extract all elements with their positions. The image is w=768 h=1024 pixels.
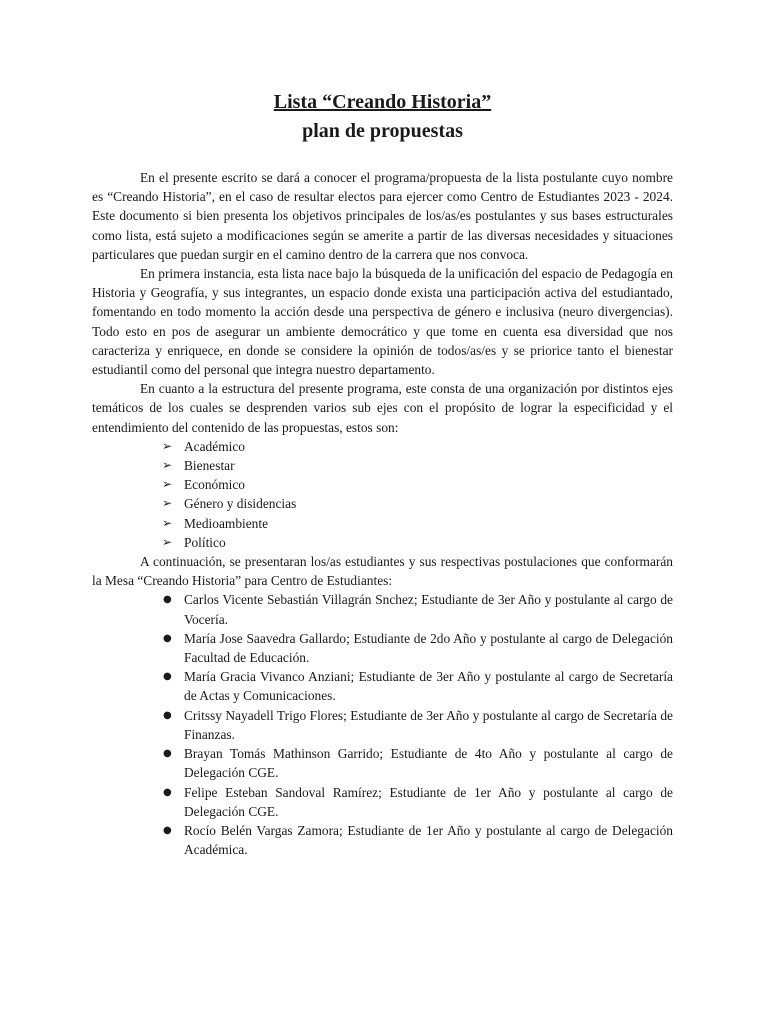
list-item <box>162 475 673 494</box>
candidate-text: Carlos Vicente Sebastián Villagrán Snchez; Estudiante de 3er Año y postulante al cargo de Vocería. <box>184 592 673 627</box>
arrow-bullet-icon: ➢ <box>162 534 173 549</box>
axes-list <box>92 437 673 552</box>
candidate-text: Rocío Belén Vargas Zamora; Estudiante de 1er Año y postulante al cargo de Delegación Académica. <box>184 822 673 858</box>
list-item <box>162 514 673 533</box>
list-item <box>162 667 673 705</box>
bullet-icon: ● <box>163 594 172 606</box>
intro-paragraph: En el presente escrito se dará a conocer el programa/propuesta de la lista postulante cuyo nombre es “Creando Historia”, en el caso de resultar electos para ejercer como Centro de Estudiantes 2023 - 2024. Este documento si bien presenta los objetivos principales de los/as/es postulantes y sus bases estructurales como lista, está sujeto a modificaciones según se amerite a partir de las diversas necesidades y situaciones particulares que puedan surgir en el camino dentro de la carrera que nos convoca. <box>92 170 673 262</box>
candidate-text: Felipe Esteban Sandoval Ramírez; Estudiante de 1er Año y postulante al cargo de Delegación CGE. <box>184 784 673 819</box>
candidate-text: Critssy Nayadell Trigo Flores; Estudiante de 3er Año y postulante al cargo de Secretaría de Finanzas. <box>184 707 673 742</box>
list-item <box>162 456 673 475</box>
document-title: Lista “Creando Historia” <box>273 91 492 113</box>
list-item <box>162 494 673 513</box>
axis-label: Político <box>184 534 226 550</box>
list-item <box>162 629 673 667</box>
list-item <box>162 783 673 821</box>
arrow-bullet-icon: ➢ <box>162 458 173 473</box>
arrow-bullet-icon: ➢ <box>162 515 173 530</box>
title-block <box>92 88 673 146</box>
candidate-text: María Gracia Vivanco Anziani; Estudiante de 3er Año y postulante al cargo de Secretaría de Actas y Comunicaciones. <box>184 669 673 704</box>
candidate-text: María Jose Saavedra Gallardo; Estudiante de 2do Año y postulante al cargo de Delegación Facultad de Educación. <box>184 630 673 666</box>
candidates-list <box>92 590 673 859</box>
list-item <box>162 533 673 552</box>
bullet-icon: ● <box>163 786 172 798</box>
document-subtitle: plan de propuestas <box>302 120 463 142</box>
bullet-icon: ● <box>163 748 172 760</box>
bullet-icon: ● <box>163 709 172 721</box>
axis-label: Género y disidencias <box>184 496 297 512</box>
axis-label: Académico <box>184 438 245 454</box>
title-block-line2 <box>92 117 673 146</box>
bullet-icon: ● <box>163 671 172 683</box>
candidate-text: Brayan Tomás Mathinson Garrido; Estudiante de 4to Año y postulante al cargo de Delegación CGE. <box>184 746 673 781</box>
title-block-line1 <box>92 88 673 117</box>
list-item <box>162 744 673 782</box>
list-item <box>162 706 673 744</box>
list-item <box>162 590 673 628</box>
list-item <box>162 437 673 456</box>
document-page <box>92 88 673 859</box>
axis-label: Bienestar <box>184 458 235 474</box>
arrow-bullet-icon: ➢ <box>162 477 173 492</box>
arrow-bullet-icon: ➢ <box>162 438 173 453</box>
candidates-intro-paragraph: A continuación, se presentaran los/as estudiantes y sus respectivas postulaciones que conformarán la Mesa “Creando Historia” para Centro de Estudiantes: <box>92 554 673 589</box>
bullet-icon: ● <box>163 632 172 644</box>
arrow-bullet-icon: ➢ <box>162 496 173 511</box>
axis-label: Medioambiente <box>184 515 269 531</box>
list-item <box>162 821 673 859</box>
purpose-paragraph: En primera instancia, esta lista nace bajo la búsqueda de la unificación del espacio de Pedagogía en Historia y Geografía, y sus integrantes, un espacio donde exista una participación activa del estudiantado, fomentando en todo momento la acción desde una perspectiva de género e inclusiva (neuro divergencias). Todo esto en pos de asegurar un ambiente democrático y que tome en cuenta esa diversidad que nos caracteriza y enriquece, en donde se considere la opinión de todos/as/es y se priorice tanto el bienestar estudiantil como del personal que integra nuestro departamento. <box>92 266 673 378</box>
structure-paragraph: En cuanto a la estructura del presente programa, este consta de una organización por distintos ejes temáticos de los cuales se desprenden varios sub ejes con el propósito de lograr la especificidad y el entendimiento del contenido de las propuestas, estos son: <box>92 381 673 435</box>
bullet-icon: ● <box>163 824 172 836</box>
axis-label: Económico <box>184 477 245 493</box>
